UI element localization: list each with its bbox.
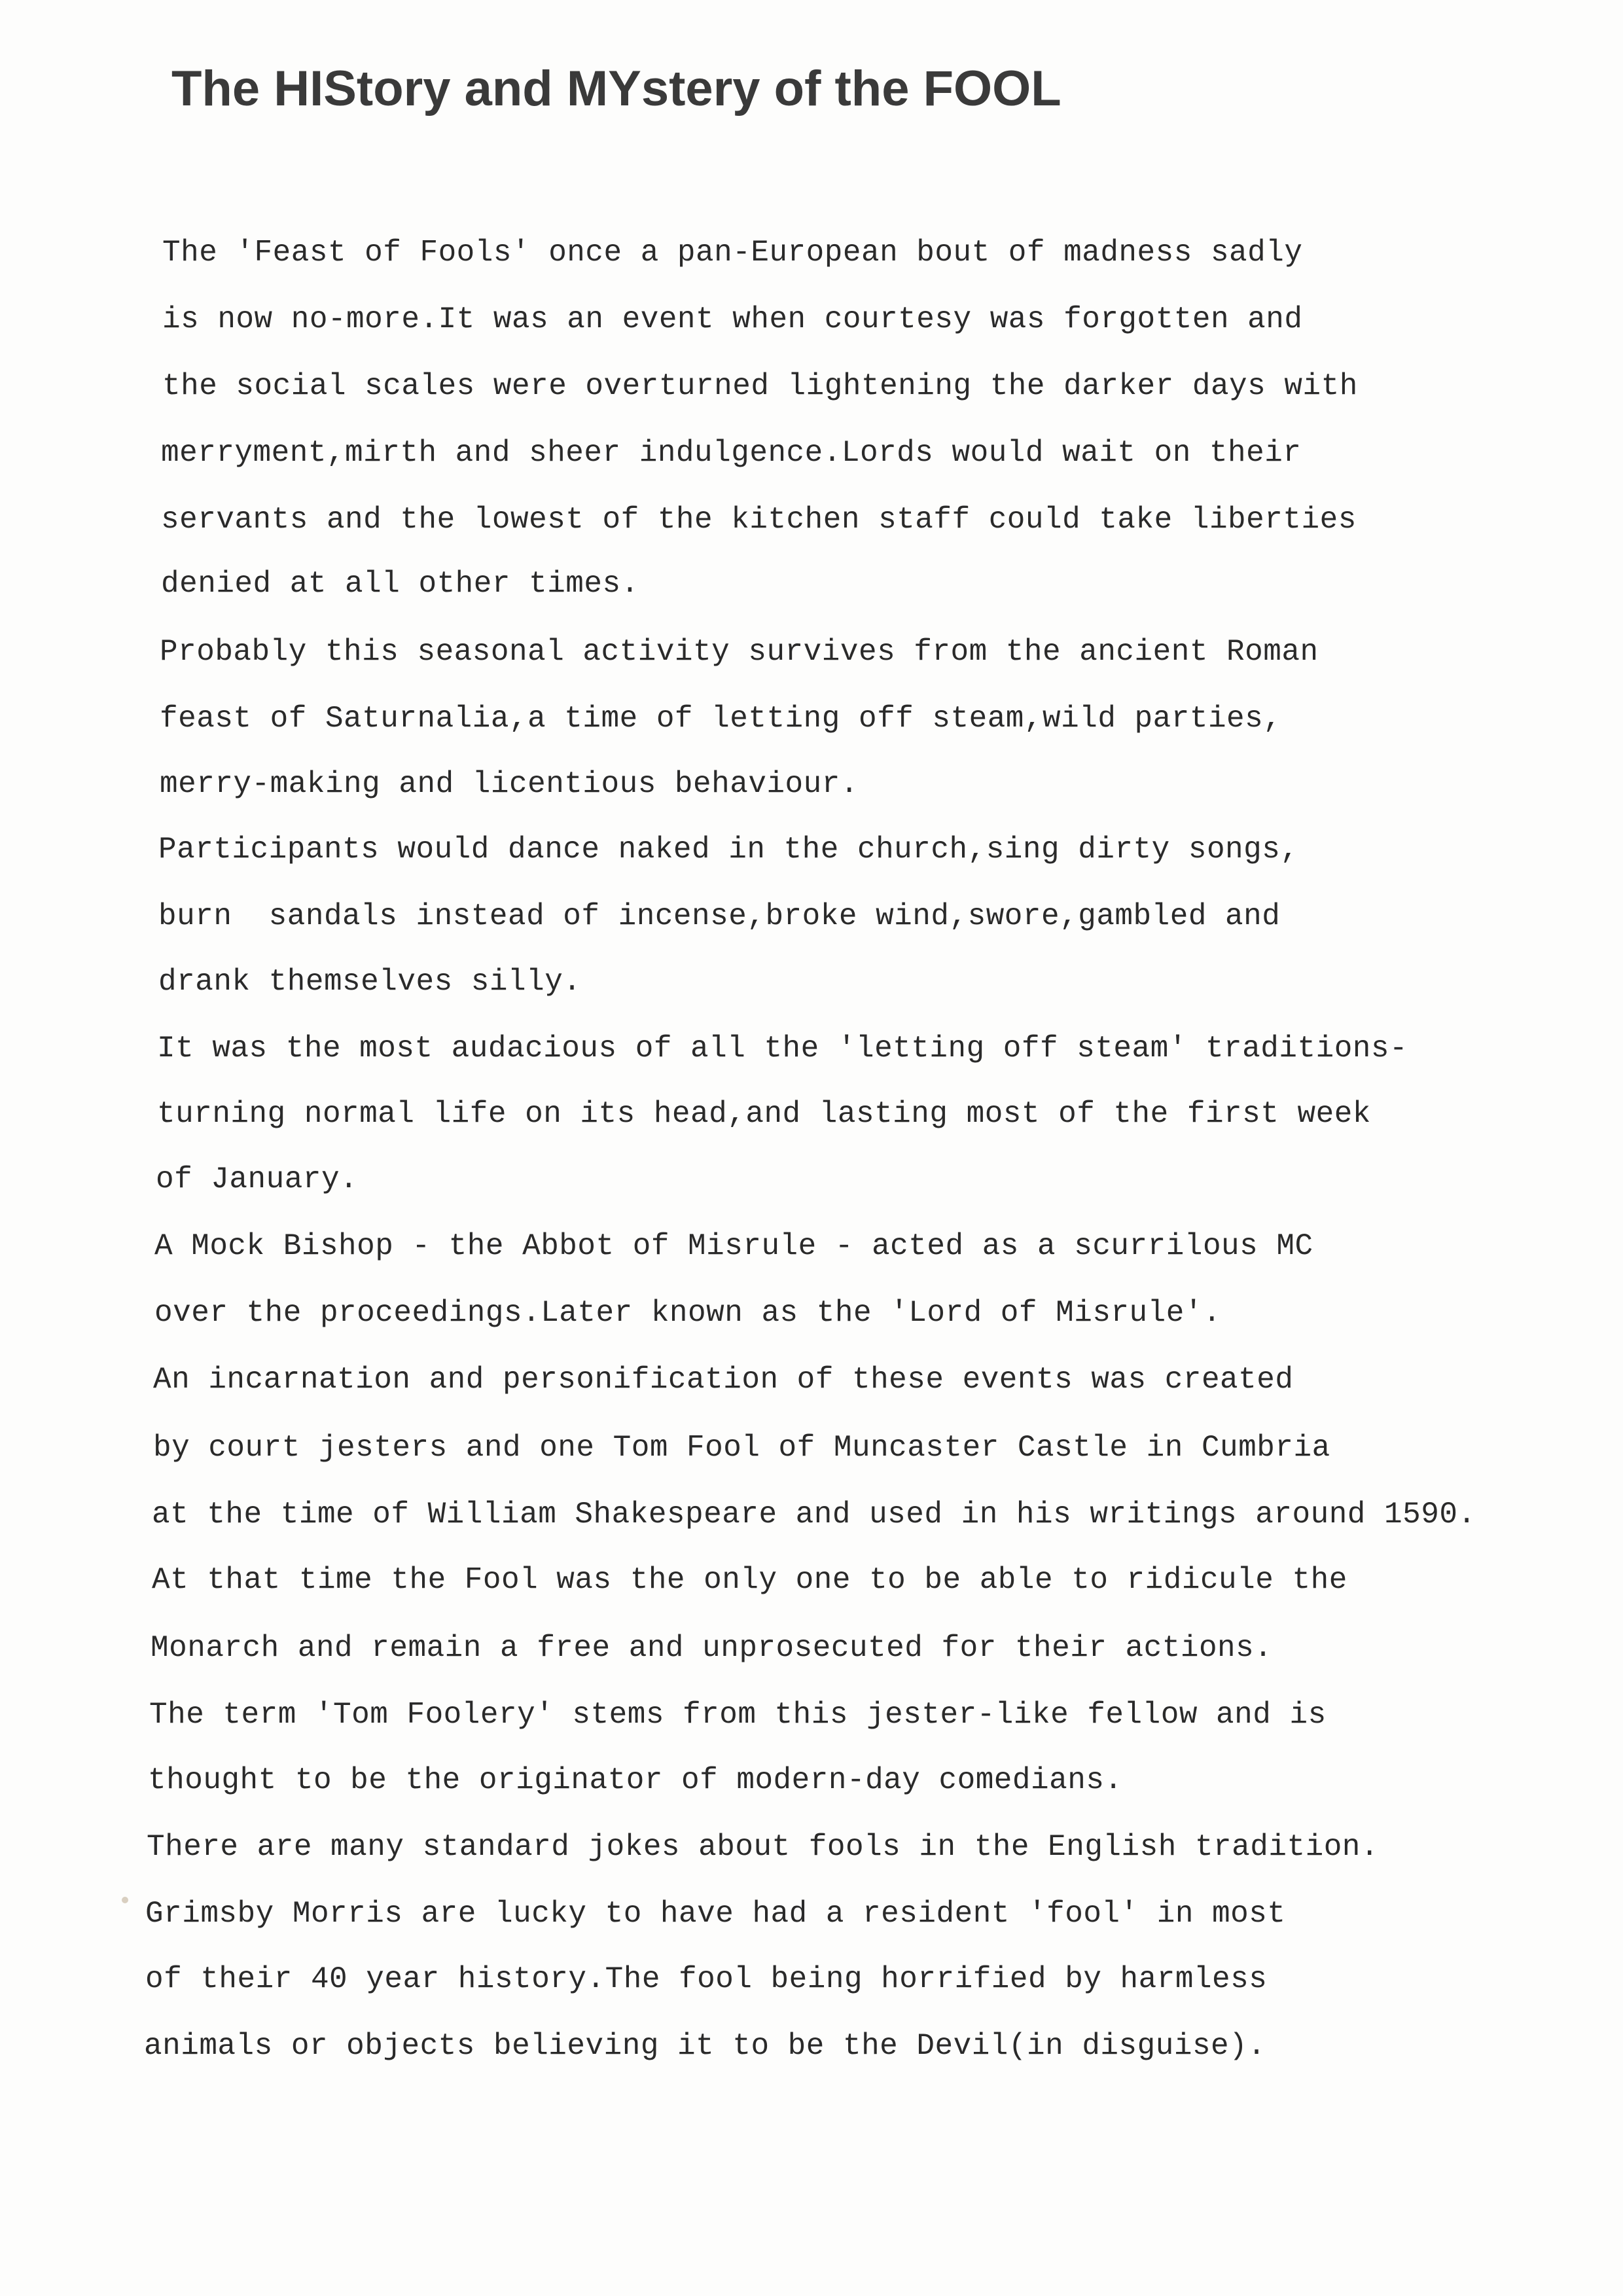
body-line: feast of Saturnalia,a time of letting off steam,wild parties, — [160, 702, 1282, 736]
body-line: Participants would dance naked in the church,sing dirty songs, — [158, 833, 1299, 867]
body-line: Monarch and remain a free and unprosecuted for their actions. — [151, 1631, 1273, 1665]
body-line: over the proceedings.Later known as the 'Lord of Misrule'. — [154, 1296, 1222, 1330]
body-line: drank themselves silly. — [158, 965, 582, 999]
body-line: of January. — [156, 1162, 359, 1196]
body-line: Probably this seasonal activity survives from the ancient Roman — [160, 635, 1319, 669]
body-line: merryment,mirth and sheer indulgence.Lords would wait on their — [161, 436, 1302, 470]
paper-speck — [122, 1897, 128, 1903]
body-line: There are many standard jokes about fools in the English tradition. — [147, 1830, 1380, 1864]
body-line: The 'Feast of Fools' once a pan-European bout of madness sadly — [162, 236, 1303, 270]
body-line: The term 'Tom Foolery' stems from this jester-like fellow and is — [149, 1698, 1327, 1732]
body-line: merry-making and licentious behaviour. — [160, 767, 859, 801]
body-line: denied at all other times. — [161, 567, 639, 601]
body-line: of their 40 year history.The fool being horrified by harmless — [145, 1962, 1268, 1996]
body-line: It was the most audacious of all the 'letting off steam' traditions- — [157, 1031, 1408, 1066]
body-line: thought to be the originator of modern-day comedians. — [148, 1763, 1123, 1797]
body-line: the social scales were overturned lightening the darker days with — [162, 369, 1358, 403]
document-title: The HIStory and MYstery of the FOOL — [171, 61, 1061, 117]
body-line: At that time the Fool was the only one to be able to ridicule the — [152, 1563, 1347, 1597]
body-line: An incarnation and personification of these events was created — [153, 1363, 1294, 1397]
body-line: burn sandals instead of incense,broke wind,swore,gambled and — [158, 899, 1281, 933]
body-line: by court jesters and one Tom Fool of Muncaster Castle in Cumbria — [153, 1431, 1330, 1465]
body-line: Grimsby Morris are lucky to have had a resident 'fool' in most — [145, 1897, 1286, 1931]
body-line: A Mock Bishop - the Abbot of Misrule - acted as a scurrilous MC — [154, 1229, 1313, 1263]
body-line: servants and the lowest of the kitchen staff could take liberties — [161, 503, 1357, 537]
body-line: at the time of William Shakespeare and used in his writings around 1590. — [152, 1498, 1476, 1532]
body-line: animals or objects believing it to be the Devil(in disguise). — [144, 2029, 1266, 2063]
body-line: turning normal life on its head,and lasting most of the first week — [157, 1097, 1371, 1131]
body-line: is now no-more.It was an event when courtesy was forgotten and — [162, 302, 1303, 336]
